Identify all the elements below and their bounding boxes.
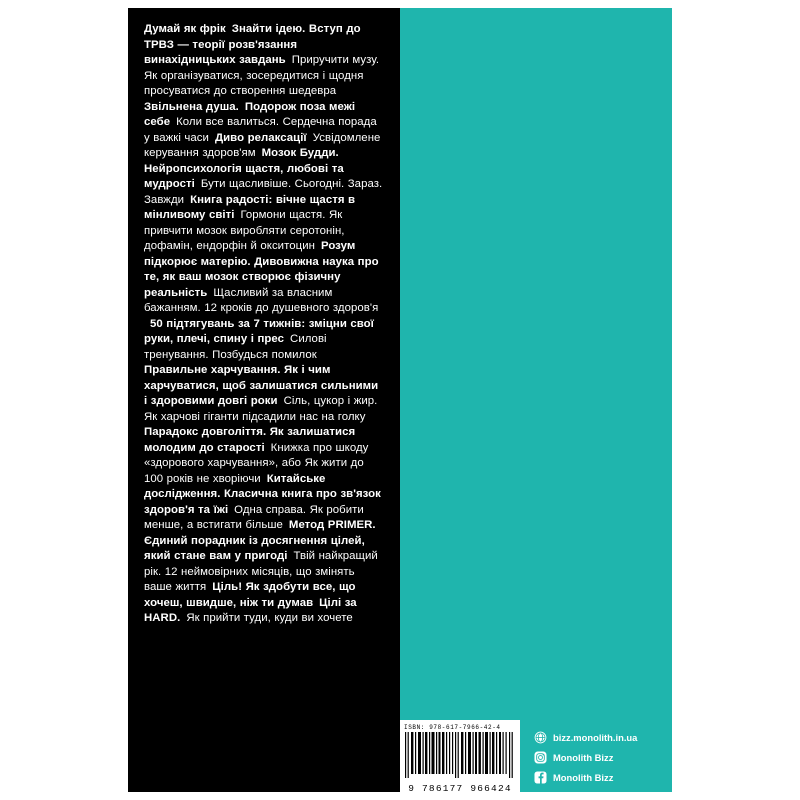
blurb-segment: Усвідомлене керування здоров'ям	[144, 131, 381, 159]
blurb-segment: Китайське дослідження. Класична книга про зв'язок здоров'я та їжі	[144, 472, 381, 516]
teal-panel	[400, 8, 672, 792]
blurb-segment: Приручити музу. Як організуватися, зосередитися і щодня просуватися до створення шедевра	[144, 54, 380, 97]
book-list-blurb	[144, 22, 384, 627]
barcode-block	[400, 720, 520, 792]
blurb-segment: Парадокс довголіття. Як залишатися молодим до старості	[144, 426, 356, 454]
blurb-segment: Гормони щастя. Як привчити мозок виробляти серотонін, дофамін, ендорфін й окситоцин	[144, 209, 345, 252]
blurb-segment: Як прийти туди, куди ви хочете	[186, 612, 353, 624]
contact-website[interactable]	[534, 730, 672, 745]
contact-facebook[interactable]	[534, 770, 672, 785]
barcode-icon	[404, 732, 516, 778]
blurb-segment: Одна справа. Як робити менше, а встигати більше	[144, 503, 364, 531]
blurb-segment: 50 підтягувань за 7 тижнів: зміцни свої руки, плечі, спину і прес	[144, 317, 374, 345]
blurb-segment: Твій найкращий рік. 12 неймовірних місяців, що змінять ваше життя	[144, 550, 378, 593]
blurb-segment: Метод PRIMER. Єдиний порадник із досягнення цілей, який стане вам у пригоді	[144, 519, 376, 562]
blurb-segment: Розум підкорює матерію. Дивовижна наука про те, як ваш мозок створює фізичну реальність	[144, 240, 379, 299]
blurb-segment: Думай як фрік	[144, 23, 226, 35]
blurb-segment: Правильне харчування. Як і чим харчуватися, щоб залишатися сильними і здоровими довгі роки	[144, 364, 379, 407]
blurb-segment: Книжка про шкоду «здорового харчування», або Як жити до 100 років не хворіючи	[144, 441, 369, 485]
blurb-segment: Звільнена душа.	[144, 100, 239, 113]
instagram-icon	[534, 751, 547, 764]
blurb-segment: Сіль, цукор і жир. Як харчові гіганти підсадили нас на голку	[144, 395, 378, 423]
blurb-segment: Мозок Будди. Нейропсихологія щастя, любові та мудрості	[144, 147, 344, 190]
facebook-icon	[534, 771, 547, 784]
blurb-separator	[365, 410, 371, 426]
isbn-text-bottom: 9 786177 966424	[408, 783, 512, 792]
blurb-segment: Книга радості: вічне щастя в мінливому світі	[144, 193, 356, 221]
blurb-segment: Коли все валиться. Сердечна порада у важкі часи	[144, 116, 377, 144]
instagram-label: Monolith Bizz	[553, 752, 614, 763]
facebook-label: Monolith Bizz	[553, 772, 614, 783]
blurb-segment: Знайти ідею. Вступ до ТРВЗ — теорії розв'язання винахідницьких завдань	[144, 23, 361, 66]
contact-instagram[interactable]	[534, 750, 672, 765]
blurb-segment: Цілі за HARD.	[144, 596, 357, 624]
website-label: bizz.monolith.in.ua	[553, 732, 638, 743]
blurb-segment: Диво релаксації	[214, 131, 307, 144]
book-cover	[128, 8, 672, 792]
blurb-separator	[317, 348, 323, 364]
isbn-text-top: ISBN: 978-617-7966-42-4	[404, 724, 501, 731]
blurb-segment: Бути щасливіше. Сьогодні. Зараз. Завжди	[144, 178, 383, 206]
blurb-separator	[336, 84, 342, 100]
blurb-segment: Ціль! Як здобути все, що хочеш, швидше, ніж ти думав	[144, 581, 356, 609]
globe-icon	[534, 731, 547, 744]
blurb-segment: Щасливий за власним бажанням. 12 кроків до душевного здоров'я	[144, 286, 379, 314]
blurb-segment: Силові тренування. Позбудься помилок	[144, 333, 327, 361]
blurb-column	[128, 8, 400, 792]
blurb-segment: Подорож поза межі себе	[144, 100, 356, 128]
contacts-block	[534, 730, 672, 790]
